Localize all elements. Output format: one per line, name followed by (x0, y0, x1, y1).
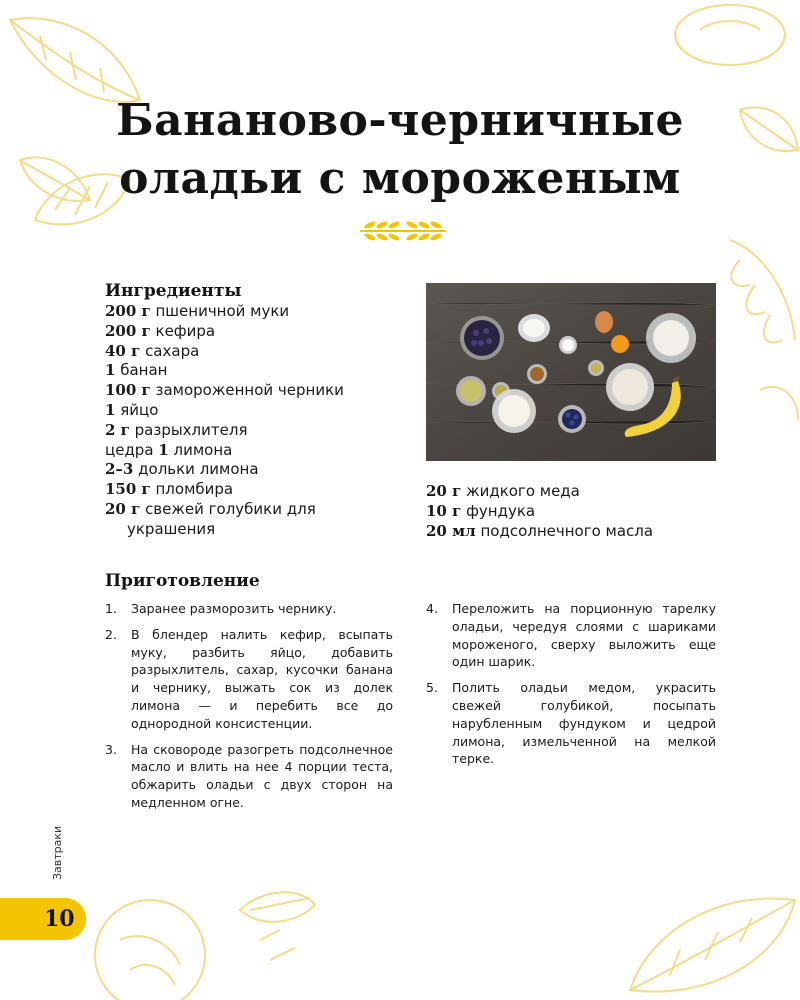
ingredient-item: 2–3 дольки лимона (105, 460, 259, 479)
ingredient-item: 20 г свежей голубики для украшения (105, 499, 316, 538)
ingredient-item: 200 г пшеничной муки (105, 302, 290, 320)
ingredient-item: 2 г разрыхлителя (105, 420, 248, 439)
leaf-sketch-bottom-right-icon (610, 870, 800, 1000)
ingredients-list (105, 302, 405, 540)
ingredient-item: 20 г жидкого меда (426, 482, 580, 500)
ingredient-item: цедра 1 лимона (105, 440, 233, 459)
page-number: 10 (44, 906, 75, 932)
ingredients-list-right (426, 482, 746, 541)
ingredients-photo (426, 283, 716, 461)
preparation-heading: Приготовление (105, 571, 260, 591)
wheat-divider-icon (358, 216, 448, 246)
ingredients-heading: Ингредиенты (105, 281, 242, 301)
grain-sketch-right-icon (720, 230, 800, 430)
ingredient-item: 1 яйцо (105, 400, 159, 419)
section-label: Завтраки (51, 825, 64, 880)
ingredient-item: 1 банан (105, 361, 168, 380)
fruit-sketch-bottom-left-icon (90, 870, 320, 1000)
step-item: 2. В блендер налить кефир, всыпать муку, разбить яйцо, добавить разрыхлитель, сахар, кусочки банана и чернику, выжать сок из долек лимона — и перебить все до однородной консистенции. (105, 626, 393, 731)
ingredient-item: 40 г сахара (105, 341, 200, 360)
ingredient-item: 150 г пломбира (105, 480, 234, 499)
preparation-steps-right (426, 600, 716, 776)
recipe-title-line2: оладьи с мороженым (119, 153, 681, 204)
ingredient-item: 20 мл подсолнечного масла (426, 521, 654, 540)
recipe-title-line1: Бананово-черничные (116, 95, 684, 146)
ingredient-item: 10 г фундука (426, 501, 536, 520)
preparation-steps (105, 600, 393, 820)
recipe-title (0, 92, 800, 208)
step-item: 4. Переложить на порционную тарелку оладьи, чередуя слоями с шариками мороженого, сверху выложить еще один шарик. (426, 601, 716, 670)
step-item: 5. Полить оладьи медом, украсить свежей голубикой, посыпать нарубленным фундуком и цедрой лимона, измельченной на мелкой терке. (426, 680, 716, 767)
ingredient-item: 200 г кефира (105, 321, 216, 340)
step-item: 3. На сковороде разогреть подсолнечное масло и влить на нее 4 порции теста, обжарить оладьи с двух сторон на медленном огне. (105, 741, 393, 810)
step-item: 1. Заранее разморозить чернику. (105, 601, 337, 616)
ingredient-item: 100 г замороженной черники (105, 381, 344, 400)
